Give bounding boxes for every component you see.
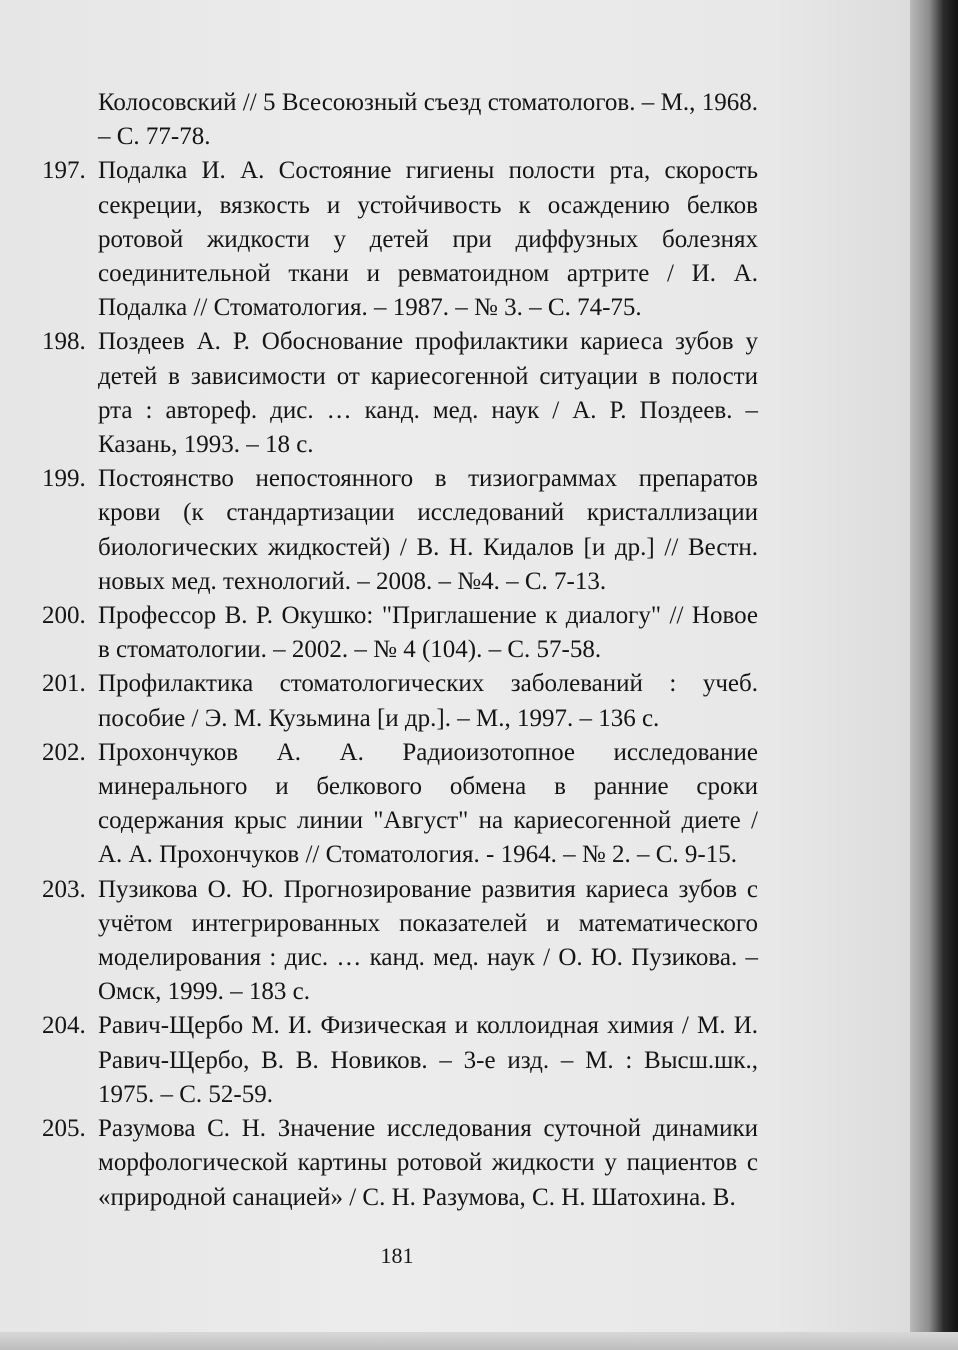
- bibliography-entry-203: [42, 873, 758, 1010]
- entry-text: Профессор В. Р. Окушко: "Приглашение к диалогу" // Новое в стоматологии. – 2002. – № 4 (104). – С. 57-58.: [98, 602, 758, 664]
- bibliography-entry-continuation: [42, 86, 758, 154]
- book-spine-shadow: [910, 0, 958, 1350]
- entry-text: Равич-Щербо М. И. Физическая и коллоидная химия / М. И. Равич-Щербо, В. В. Новиков. – 3-е изд. – М. : Высш.шк., 1975. – С. 52-59.: [98, 1012, 758, 1108]
- entry-number: 201.: [42, 670, 86, 698]
- entry-number: 203.: [42, 875, 86, 903]
- bibliography-entry-205: [42, 1112, 758, 1215]
- entry-number: 202.: [42, 738, 86, 766]
- bibliography-entry-199: [42, 462, 758, 599]
- bibliography-entry-204: [42, 1009, 758, 1112]
- entry-text: Постоянство непостоянного в тизиограммах препаратов крови (к стандартизации исследований кристаллизации биологических жидкостей) / В. Н. Кидалов [и др.] // Вестн. новых мед. технологий. – 2008. – №4. – С. 7-13.: [98, 465, 758, 595]
- entry-text: Колосовский // 5 Всесоюзный съезд стоматологов. – М., 1968. – С. 77-78.: [98, 89, 758, 151]
- entry-text: Поздеев А. Р. Обоснование профилактики кариеса зубов у детей в зависимости от кариесогенной ситуации в полости рта : автореф. дис. … канд. мед. наук / А. Р. Поздеев. – Казань, 1993. – 18 с.: [98, 328, 758, 459]
- bibliography-entry-201: [42, 667, 758, 735]
- page-bottom-edge: [0, 1332, 958, 1350]
- bibliography-entry-198: [42, 325, 758, 462]
- entry-number: 198.: [42, 328, 86, 356]
- bibliography-entry-200: [42, 599, 758, 667]
- bibliography-list: [42, 86, 758, 1215]
- entry-text: Подалка И. А. Состояние гигиены полости рта, скорость секреции, вязкость и устойчивость к осаждению белков ротовой жидкости у детей при диффузных болезнях соединительной ткани и ревматоидном артрите / И. А. Подалка // Стоматология. – 1987. – № 3. – С. 74-75.: [98, 157, 758, 322]
- entry-number: 205.: [42, 1115, 86, 1143]
- entry-number: 199.: [42, 465, 86, 493]
- page-number: 181: [380, 1243, 414, 1268]
- entry-number: 197.: [42, 157, 86, 185]
- entry-text: Пузикова О. Ю. Прогнозирование развития кариеса зубов с учётом интегрированных показателей и математического моделирования : дис. … канд. мед. наук / О. Ю. Пузикова. – Омск, 1999. – 183 с.: [98, 875, 758, 1006]
- entry-number: 204.: [42, 1012, 86, 1040]
- entry-text: Разумова С. Н. Значение исследования суточной динамики морфологической картины ротовой жидкости у пациентов с «природной санацией» / С. Н. Разумова, С. Н. Шатохина. В.: [98, 1115, 758, 1211]
- entry-text: Профилактика стоматологических заболеваний : учеб. пособие / Э. М. Кузьмина [и др.]. – М., 1997. – 136 с.: [98, 670, 758, 732]
- entry-number: 200.: [42, 602, 86, 630]
- bibliography-entry-202: [42, 736, 758, 873]
- bibliography-entry-197: [42, 154, 758, 325]
- entry-text: Прохончуков А. А. Радиоизотопное исследование минерального и белкового обмена в ранние сроки содержания крыс линии "Август" на кариесогенной диете / А. А. Прохончуков // Стоматология. - 1964. – № 2. – С. 9-15.: [98, 738, 758, 869]
